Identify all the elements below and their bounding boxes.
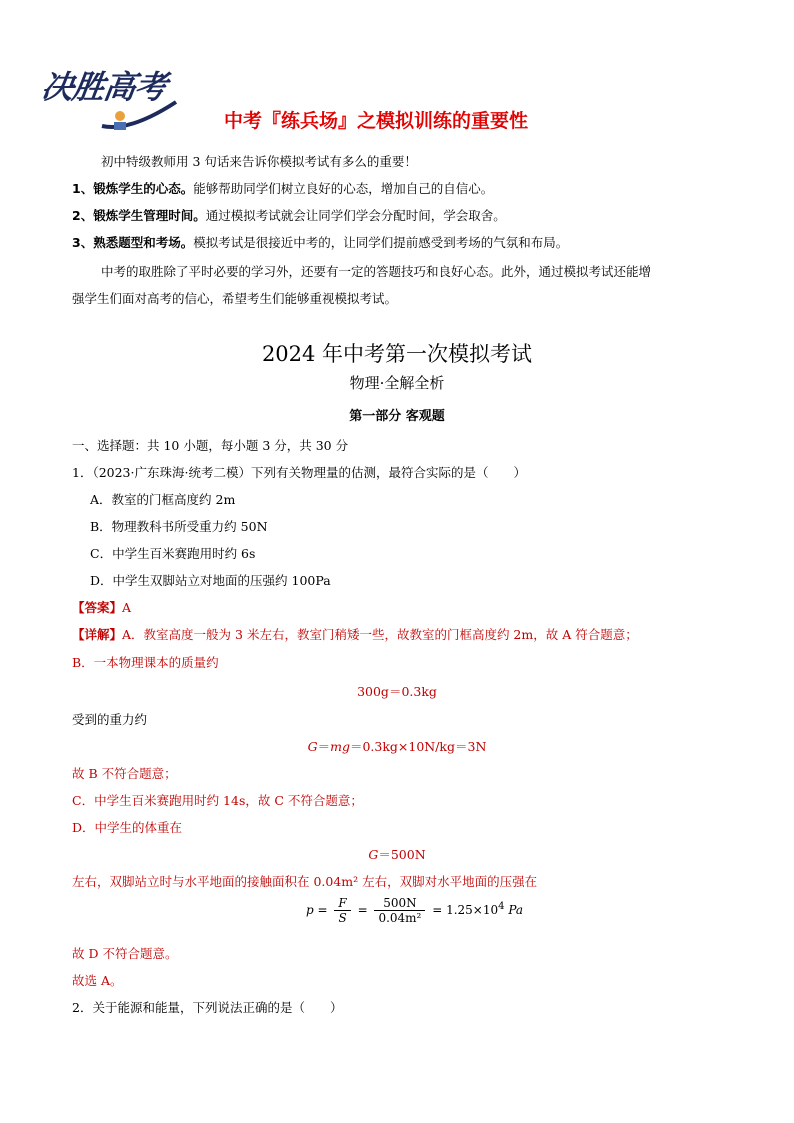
equals: ＝: [317, 739, 331, 754]
tip-body: 通过模拟考试就会让同学们学会分配时间，学会取舍。: [205, 208, 506, 223]
detail-d: D．中学生的体重在: [72, 820, 183, 835]
logo: [40, 62, 180, 140]
symbol-f: F: [334, 896, 350, 911]
tip-head: 3、熟悉题型和考场。: [72, 235, 194, 250]
promo-title: 中考『练兵场』之模拟训练的重要性: [224, 110, 529, 132]
d-conclusion: 故 D 不符合题意。: [72, 946, 178, 961]
tip-item: [72, 233, 568, 251]
symbol-g: G: [307, 739, 318, 754]
weight-value: ＝500N: [378, 847, 426, 862]
answer-value: A: [122, 600, 132, 615]
option-b: B．物理教科书所受重力约 50N: [90, 519, 268, 534]
section-title: 一、选择题：共 10 小题，每小题 3 分，共 30 分: [72, 438, 349, 453]
promo-closing-line: 强学生们面对高考的信心，希望考生们能够重视模拟考试。: [72, 291, 398, 306]
exponent: 4: [498, 901, 505, 912]
symbol-s: S: [338, 911, 347, 925]
tip-body: 能够帮助同学们树立良好的心态，增加自己的自信心。: [193, 181, 494, 196]
area-text: 左右，双脚站立时与水平地面的接触面积在 0.04m² 左右，双脚对水平地面的压强在: [72, 874, 538, 889]
promo-intro: 初中特级教师用 3 句话来告诉你模拟考试有多么的重要！: [101, 154, 417, 169]
symbol-g: G: [368, 847, 379, 862]
weight-equation: [0, 845, 794, 863]
promo-closing-line: 中考的取胜除了平时必要的学习外，还要有一定的答题技巧和良好心态。此外，通过模拟考试还能增: [101, 264, 652, 279]
equals: =: [357, 903, 368, 917]
answer-label: 【答案】: [72, 600, 123, 615]
question-stem: 1．（2023·广东珠海·统考二模）下列有关物理量的估测，最符合实际的是（ ）: [72, 465, 526, 480]
numerator: 500N: [374, 896, 425, 911]
logo-swoosh-icon: [100, 96, 180, 136]
tip-item: [72, 179, 493, 197]
tip-head: 2、锻炼学生管理时间。: [72, 208, 206, 223]
part-title: 第一部分 客观题: [349, 409, 445, 424]
unit: Pa: [508, 903, 524, 917]
detail-b: B．一本物理课本的质量约: [72, 655, 219, 670]
detail-a: [72, 625, 638, 643]
exam-title: 2024 年中考第一次模拟考试: [261, 342, 533, 366]
option-a: A．教室的门框高度约 2m: [90, 492, 236, 507]
gravity-text: 受到的重力约: [72, 712, 148, 727]
exam-subtitle: 物理·全解全析: [349, 374, 445, 392]
fraction-values: [374, 896, 425, 925]
detail-label: 【详解】: [72, 627, 123, 642]
tip-head: 1、锻炼学生的心态。: [72, 181, 194, 196]
detail-a-text: A．教室高度一般为 3 米左右，教室门稍矮一些，故教室的门框高度约 2m，故 A 符合题意；: [122, 627, 638, 642]
logo-text: 决胜高考: [39, 68, 169, 106]
symbol-mg: mg: [330, 739, 350, 754]
tip-body: 模拟考试是很接近中考的，让同学们提前感受到考场的气氛和布局。: [193, 235, 569, 250]
final-answer: 故选 A。: [72, 973, 123, 988]
equals: =: [317, 903, 328, 917]
b-conclusion: 故 B 不符合题意；: [72, 766, 177, 781]
tip-item: [72, 206, 506, 224]
fraction-f-over-s: [334, 896, 350, 925]
option-d: D．中学生双脚站立对地面的压强约 100Pa: [90, 573, 331, 588]
symbol-p: p: [306, 903, 314, 917]
gravity-value: ＝0.3kg×10N/kg＝3N: [349, 739, 487, 754]
gravity-equation: [0, 737, 794, 755]
answer-line: [72, 598, 131, 616]
option-c: C．中学生百米赛跑用时约 6s: [90, 546, 256, 561]
mass-equation: 300g＝0.3kg: [357, 684, 437, 699]
denominator: 0.04m²: [378, 911, 422, 925]
result: = 1.25×10: [432, 903, 499, 917]
detail-c: C．中学生百米赛跑用时约 14s，故 C 不符合题意；: [72, 793, 363, 808]
question-stem: 2．关于能源和能量，下列说法正确的是（ ）: [72, 1000, 343, 1015]
pressure-formula: [306, 896, 523, 925]
